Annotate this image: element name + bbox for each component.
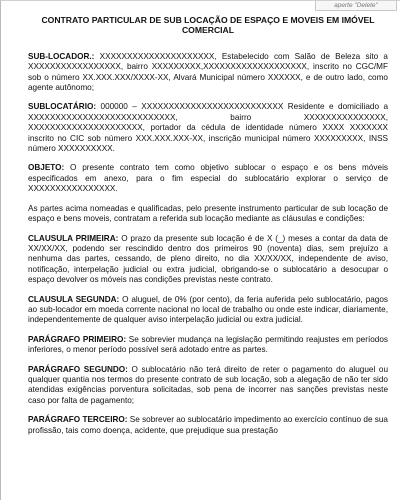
paragraph-label: PARÁGRAFO TERCEIRO: bbox=[28, 415, 128, 425]
paragraph-text: As partes acima nomeadas e qualificadas, pelo presente instrumento particular de sub locação de espaço e bens moveis, contratam a referida sub locação mediante as cláusulas e condições: bbox=[28, 203, 388, 224]
paragraph-paragrafo-segundo bbox=[28, 365, 388, 407]
paragraph-clausula-segunda bbox=[28, 295, 388, 326]
delete-hint: aperte "Delete" bbox=[315, 1, 397, 11]
paragraph-text: O presente contrato tem como objetivo sublocar o espaço e os bens móveis especificados em anexo, para o fim especial do sublocatário explorar o serviço de XXXXXXXXXXXXXXXX. bbox=[28, 163, 388, 194]
paragraph-label: CLAUSULA SEGUNDA: bbox=[28, 294, 120, 304]
paragraph-text: Se sobrevier mudança na legislação permitindo reajustes em períodos inferiores, o menor período possível será adotado entre as partes. bbox=[28, 334, 388, 355]
paragraph-text: O aluguel, de 0% (por cento), da feria auferida pelo sublocatário, pagos ao sub-locador em moeda corrente nacional no local de trabalho ou onde este indicar, diariamente, independentemente de qualquer aviso interpelação judicial ou extra judicial. bbox=[28, 294, 388, 325]
document-body bbox=[28, 13, 388, 445]
paragraph-text: Se sobrever ao sublocatário impedimento ao exercício contínuo de sua profissão, tais como doença, acidente, que prejudique sua prestação bbox=[28, 415, 388, 435]
paragraph-label: OBJETO: bbox=[28, 163, 65, 173]
paragraph-sublocador bbox=[28, 52, 388, 94]
paragraph-paragrafo-primeiro bbox=[28, 335, 388, 356]
paragraph-label: PARÁGRAFO SEGUNDO: bbox=[28, 364, 128, 374]
paragraph-objeto bbox=[28, 163, 388, 194]
paragraph-clausula-primeira bbox=[28, 234, 388, 286]
paragraph-partes bbox=[28, 204, 388, 225]
paragraph-paragrafo-terceiro bbox=[28, 415, 388, 436]
page-clip bbox=[1, 1, 400, 501]
document-title: CONTRATO PARTICULAR DE SUB LOCAÇÃO DE ESPAÇO E MOVEIS EM IMÓVEL COMERCIAL bbox=[41, 15, 375, 36]
paragraph-text: XXXXXXXXXXXXXXXXXXXXX, Estabelecido com Salão de Beleza sito a XXXXXXXXXXXXXXXXX, bairro XXXXXXXXX,XXXXXXXXXXXXXXXXXXX, inscrito no CGC/MF sob o número XX.XXX.XXX/XXXX-XX, Alvará Municipal número XXXXXX, e de outro lado, como agente autônomo; bbox=[28, 51, 388, 93]
paragraph-label: SUBLOCATÁRIO: bbox=[28, 102, 97, 112]
paragraph-label: PARÁGRAFO PRIMEIRO: bbox=[28, 334, 127, 344]
paragraph-text: O sublocatário não terá direito de reter o pagamento do aluguel ou qualquer quantia nos termos do presente contrato de sub locação, sob a alegação de não ter sido atendidas exigências porventura solicitadas, sob pena de incorrer nas sanções previstas neste caso por falta de pagamento; bbox=[28, 364, 388, 405]
paragraph-text: O prazo da presente sub locação é de X (_) meses a contar da data de XX/XX/XX, podendo ser rescindido dentro dos primeiros 90 (noventa) dias, sem prejuízo a nenhuma das partes, cessando, de pleno direito, no dia XX/XX/XX, independente de aviso, notificação, interpelação judicial ou extra judicial, obrigando-se o sublocatário a desocupar o espaço devolver os móveis nas condições previstas neste contrato. bbox=[28, 233, 388, 285]
paragraph-label: CLAUSULA PRIMEIRA: bbox=[28, 233, 119, 243]
paragraph-text: 000000 – XXXXXXXXXXXXXXXXXXXXXXXXXX Residente e domiciliado a XXXXXXXXXXXXXXXXXXXXXXXXXXX, bairro XXXXXXXXXXXXXXX, XXXXXXXXXXXXXXXXXXXXX, portador da cédula de identidade número XXXX XXXXXXX inscrito no CIC sob número XXX.XXX.XXX-XX, inscrição municipal número XXXXXXXXX, INSS número XXXXXXXXXX. bbox=[28, 102, 388, 154]
paragraph-sublocatario bbox=[28, 102, 388, 154]
paragraph-label: SUB-LOCADOR.: bbox=[28, 51, 95, 61]
